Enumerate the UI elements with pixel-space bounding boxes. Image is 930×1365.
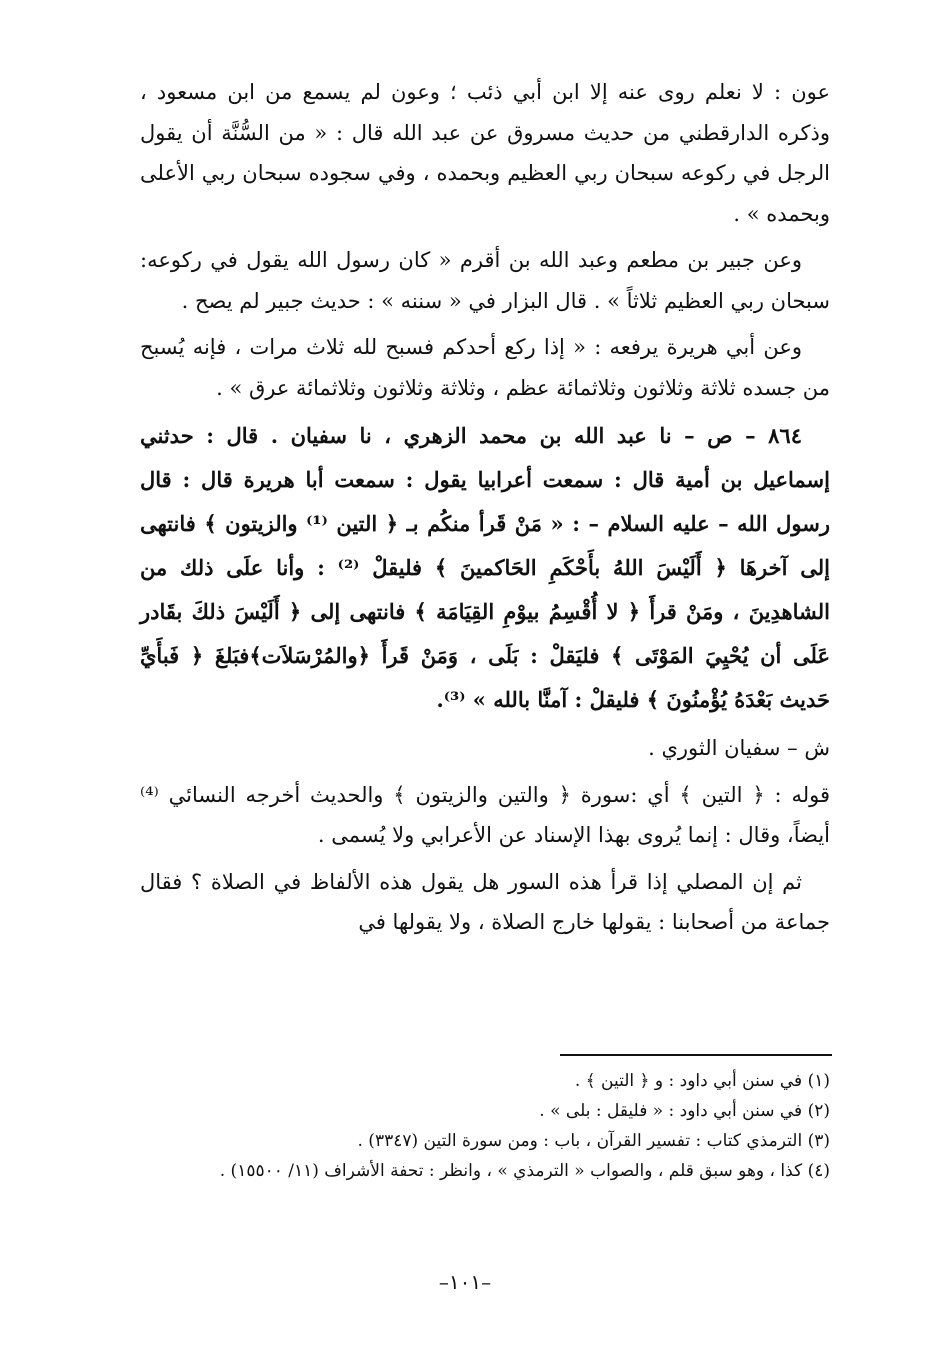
footnote-3: (٣) الترمذي كتاب : تفسير القرآن ، باب : ومن سورة التين (٣٣٤٧) . xyxy=(357,1131,830,1151)
page-number: –١٠١– xyxy=(438,1270,492,1294)
sharh-sufyan: ش – سفيان الثوري . xyxy=(648,736,830,760)
paragraph-abu-hurayra: وعن أبي هريرة يرفعه : « إذا ركع أحدكم فسبح لله ثلاث مرات ، فإنه يُسبح من جسده ثلاثة وثلاثون وثلاثمائة عظم ، وثلاثة وثلاثون وثلاثمائة عرق » . xyxy=(140,335,830,400)
footnote-separator xyxy=(560,1054,832,1056)
footnote-4: (٤) كذا ، وهو سبق قلم ، والصواب « الترمذي » ، وانظر : تحفة الأشراف (١١/ ١٥٥٠٠) . xyxy=(219,1161,830,1181)
main-text xyxy=(140,72,830,949)
footnote-2: (٢) في سنن أبي داود : « فليقل : بلى » . xyxy=(539,1101,830,1121)
footnote-1: (١) في سنن أبي داود : و ﴿ التين ﴾ . xyxy=(574,1071,830,1091)
paragraph-jubayr: وعن جبير بن مطعم وعبد الله بن أقرم « كان رسول الله يقول في ركوعه: سبحان ربي العظيم ثلاثاً » . قال البزار في « سننه » : حديث جبير لم يصح . xyxy=(140,248,830,313)
hadith-864: ٨٦٤ – ص – نا عبد الله بن محمد الزهري ، نا سفيان . قال : حدثني إسماعيل بن أمية قال : سمعت أعرابيا يقول : سمعت أبا هريرة قال : قال رسول الله – عليه السلام – : « مَنْ قَرأ منكُم بـ ﴿ التين ⁽¹⁾ والزيتون ﴾ فانتهى إلى آخرهَا ﴿ أَلَيْسَ اللهُ بأَحْكَمِ الحَاكمينَ ﴾ فليقلْ ⁽²⁾ : وأنا علَى ذلك من الشاهدِينَ ، ومَنْ قرأَ ﴿ لا أُقْسِمُ بيوْمِ القِيَامَة ﴾ فانتهى إلى ﴿ أَلَيْسَ ذلكَ بقَادر عَلَى أن يُحْيِيَ المَوْتَى ﴾ فليَقلْ : بَلَى ، وَمَنْ قَرأَ ﴿والمُرْسَلاَت﴾فبَلغَ ﴿ فَبأَيِّ حَديث بَعْدَهُ يُؤْمنُونَ ﴾ فليقلْ : آمنَّا بالله » ⁽³⁾. xyxy=(140,423,830,712)
paragraph-musalli: ثم إن المصلي إذا قرأ هذه السور هل يقول هذه الألفاظ في الصلاة ؟ فقال جماعة من أصحابنا : يقولها خارج الصلاة ، ولا يقولها في xyxy=(140,869,830,934)
footnotes xyxy=(140,1066,830,1186)
paragraph-qawluhu: قوله : ﴿ التين ﴾ أي :سورة ﴿ والتين والزيتون ﴾ والحديث أخرجه النسائي ⁽⁴⁾ أيضاً، وقال : إنما يُروى بهذا الإسناد عن الأعرابي ولا يُسمى . xyxy=(140,782,830,847)
paragraph-aun: عون : لا نعلم روى عنه إلا ابن أبي ذئب ؛ وعون لم يسمع من ابن مسعود ، وذكره الدارقطني من حديث مسروق عن عبد الله قال : « من السُّنَّة أن يقول الرجل في ركوعه سبحان ربي العظيم وبحمده ، وفي سجوده سبحان ربي الأعلى وبحمده » . xyxy=(140,80,830,226)
